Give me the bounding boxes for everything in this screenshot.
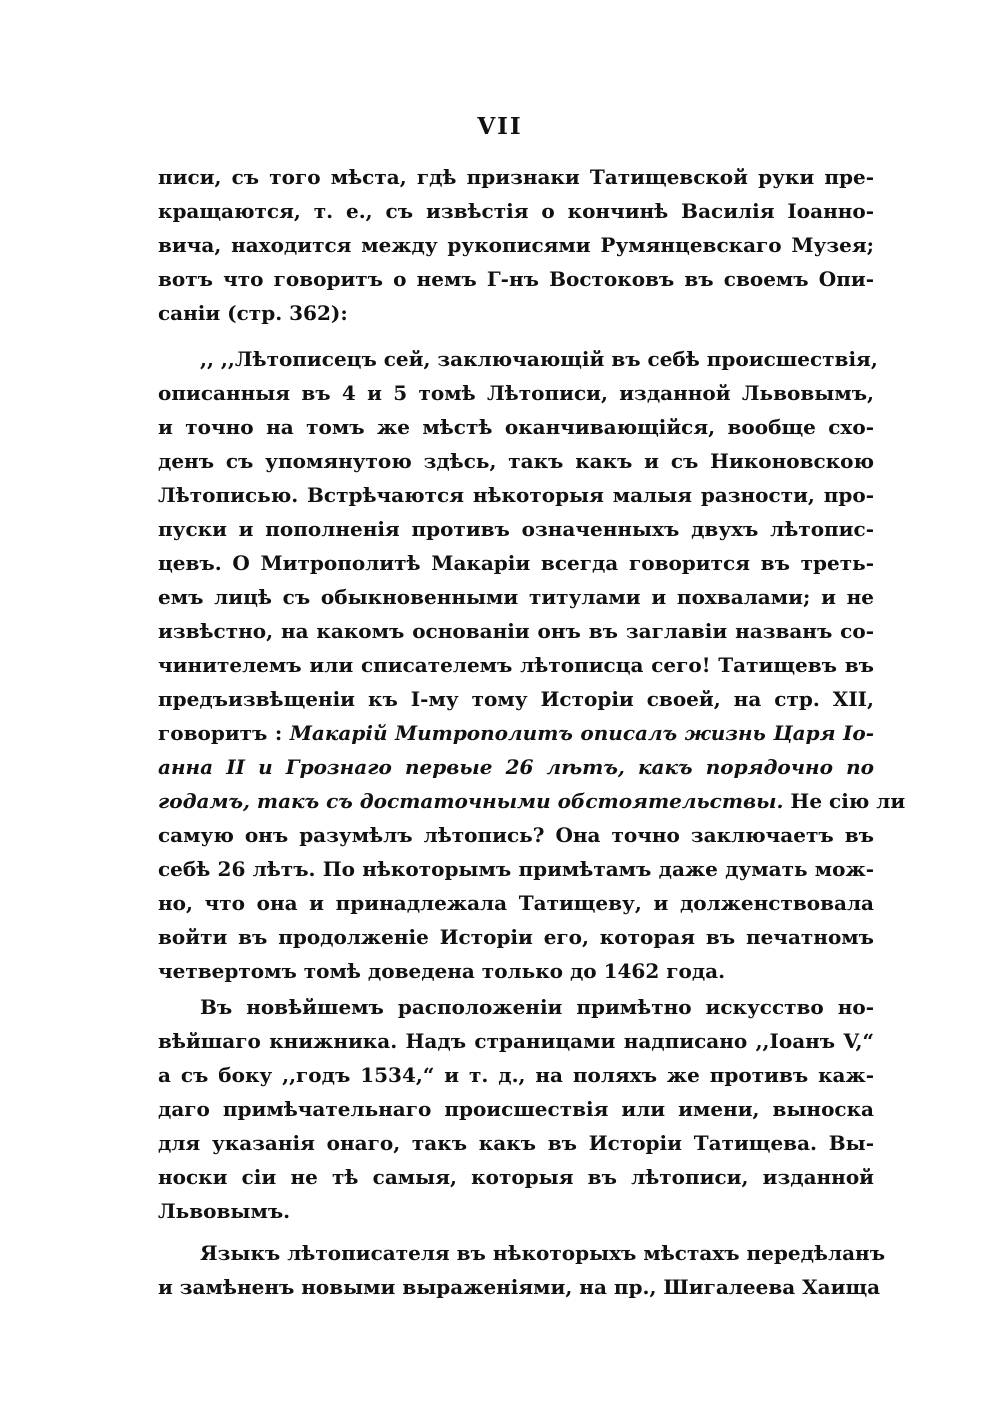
text-line: а съ боку ,,годъ 1534,“ и т. д., на поляхъ же противъ каж- xyxy=(158,1063,874,1087)
text-line-mixed xyxy=(158,784,906,818)
text-line: цевъ. О Митрополитѣ Макаріи всегда говорится въ треть- xyxy=(158,551,874,575)
text-span: Не сію ли xyxy=(783,789,906,813)
text-line: носки сіи не тѣ самыя, которыя въ лѣтописи, изданной xyxy=(158,1165,874,1189)
paragraph-1 xyxy=(158,160,874,330)
italic-quote: Макарій Митрополитъ описалъ жизнь Царя Іо- xyxy=(289,721,874,745)
paragraph-3 xyxy=(158,990,874,1228)
text-line: Въ новѣйшемъ расположеніи примѣтно искусство но- xyxy=(200,995,874,1019)
text-line: вѣйшаго книжника. Надъ страницами надписано ,,Іоанъ V,“ xyxy=(158,1029,874,1053)
text-line: емъ лицѣ съ обыкновенными титулами и похвалами; и не xyxy=(158,585,874,609)
text-line: и замѣненъ новыми выраженіями, на пр., Шигалеева Хаища xyxy=(158,1275,881,1299)
text-span: говоритъ : xyxy=(158,721,290,745)
text-line: описанныя въ 4 и 5 томѣ Лѣтописи, изданной Львовымъ, xyxy=(158,381,874,405)
text-line: Лѣтописью. Встрѣчаются нѣкоторыя малыя разности, про- xyxy=(158,483,874,507)
paragraph-4 xyxy=(158,1236,886,1304)
text-line: но, что она и принадлежала Татищеву, и долженствовала xyxy=(158,891,874,915)
text-line: пуски и пополненія противъ означенныхъ двухъ лѣтопис- xyxy=(158,517,874,541)
text-line: чинителемъ или списателемъ лѣтописца сего! Татищевъ въ xyxy=(158,653,874,677)
text-line: кращаются, т. е., съ извѣстія о кончинѣ Василія Іоанно- xyxy=(158,199,874,223)
text-line: и точно на томъ же мѣстѣ оканчивающійся, вообще схо- xyxy=(158,415,874,439)
text-line: извѣстно, на какомъ основаніи онъ въ заглавіи названъ со- xyxy=(158,619,874,643)
text-line: Львовымъ. xyxy=(158,1199,291,1223)
text-line: вотъ что говоритъ о немъ Г-нъ Востоковъ въ своемъ Опи- xyxy=(158,267,874,291)
text-line: Языкъ лѣтописателя въ нѣкоторыхъ мѣстахъ передѣланъ xyxy=(200,1241,886,1265)
page-number: VII xyxy=(477,113,523,140)
text-line: вича, находится между рукописями Румянцевскаго Музея; xyxy=(158,233,874,257)
text-line: самую онъ разумѣлъ лѣтопись? Она точно заключаетъ въ xyxy=(158,823,874,847)
italic-quote: годамъ, такъ съ достаточными обстоятельствы. xyxy=(158,789,784,813)
text-line: четвертомъ томѣ доведена только до 1462 года. xyxy=(158,959,726,983)
text-line: предъизвѣщеніи къ І-му тому Исторіи своей, на стр. XII, xyxy=(158,687,874,711)
text-line: для указанія онаго, такъ какъ въ Исторіи Татищева. Вы- xyxy=(158,1131,874,1155)
paragraph-2-quotation xyxy=(158,342,906,988)
text-line: себѣ 26 лѣтъ. По нѣкоторымъ примѣтамъ даже думать мож- xyxy=(158,857,874,881)
text-line: даго примѣчательнаго происшествія или имени, выноска xyxy=(158,1097,874,1121)
text-line: войти въ продолженіе Исторіи его, которая въ печатномъ xyxy=(158,925,874,949)
text-line: денъ съ упомянутою здѣсь, такъ какъ и съ Никоновскою xyxy=(158,449,874,473)
text-line: писи, съ того мѣста, гдѣ признаки Татищевской руки пре- xyxy=(158,165,874,189)
text-line-mixed xyxy=(158,716,874,750)
italic-quote: анна II и Грознаго первые 26 лѣтъ, какъ порядочно по xyxy=(158,755,874,779)
text-line: саніи (стр. 362): xyxy=(158,301,348,325)
text-line: ,, ,,Лѣтописецъ сей, заключающій въ себѣ происшествія, xyxy=(200,347,878,371)
